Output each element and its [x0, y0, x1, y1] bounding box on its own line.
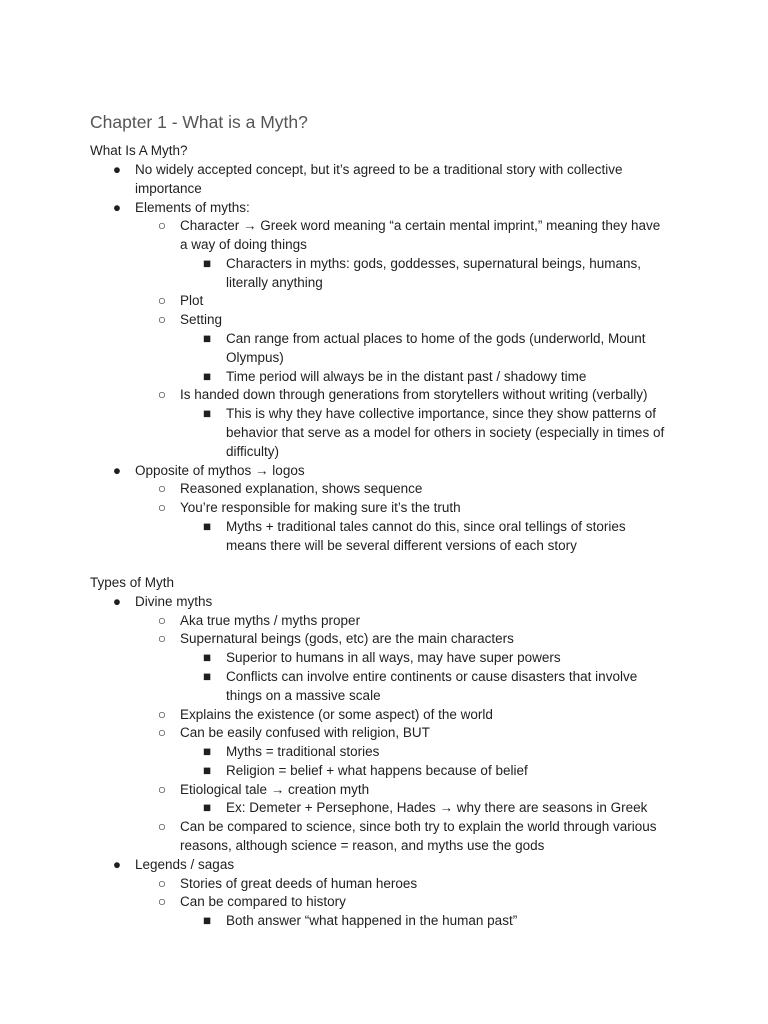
bullet-square: ■	[202, 256, 212, 271]
bullet-circle: ○	[157, 500, 167, 515]
bullet-circle: ○	[157, 631, 167, 646]
list-item-continuation: reasons, although science = reason, and myths use the gods	[180, 838, 545, 853]
list-item: Aka true myths / myths proper	[180, 613, 361, 628]
bullet-disc: ●	[112, 200, 122, 215]
list-item: Is handed down through generations from storytellers without writing (verbally)	[180, 387, 648, 402]
list-item: Religion = belief + what happens because of belief	[226, 763, 528, 778]
list-item: Myths + traditional tales cannot do this, since oral tellings of stories	[226, 519, 626, 534]
bullet-square: ■	[202, 406, 212, 421]
list-item: Opposite of mythos → logos	[135, 463, 305, 478]
list-item-continuation: a way of doing things	[180, 237, 307, 252]
bullet-circle: ○	[157, 481, 167, 496]
list-item: Ex: Demeter + Persephone, Hades → why there are seasons in Greek	[226, 800, 648, 815]
bullet-circle: ○	[157, 312, 167, 327]
bullet-disc: ●	[112, 594, 122, 609]
bullet-circle: ○	[157, 876, 167, 891]
bullet-disc: ●	[112, 162, 122, 177]
list-item-continuation: things on a massive scale	[226, 688, 381, 703]
list-item: Can range from actual places to home of the gods (underworld, Mount	[226, 331, 646, 346]
list-item: Elements of myths:	[135, 200, 250, 215]
bullet-circle: ○	[157, 293, 167, 308]
list-item: Legends / sagas	[135, 857, 235, 872]
list-item: Can be compared to science, since both try to explain the world through various	[180, 819, 657, 834]
list-item: You’re responsible for making sure it’s the truth	[180, 500, 461, 515]
list-item: Divine myths	[135, 594, 213, 609]
bullet-square: ■	[202, 519, 212, 534]
bullet-disc: ●	[112, 463, 122, 478]
list-item: Both answer “what happened in the human past”	[226, 913, 518, 928]
list-item-continuation: literally anything	[226, 275, 323, 290]
list-item: Superior to humans in all ways, may have super powers	[226, 650, 561, 665]
section-heading: What Is A Myth?	[90, 143, 188, 158]
list-item: Supernatural beings (gods, etc) are the main characters	[180, 631, 514, 646]
list-item: Myths = traditional stories	[226, 744, 380, 759]
bullet-square: ■	[202, 650, 212, 665]
bullet-circle: ○	[157, 782, 167, 797]
bullet-circle: ○	[157, 894, 167, 909]
bullet-square: ■	[202, 744, 212, 759]
bullet-circle: ○	[157, 613, 167, 628]
list-item: Conflicts can involve entire continents or cause disasters that involve	[226, 669, 638, 684]
bullet-disc: ●	[112, 857, 122, 872]
page-title: Chapter 1 - What is a Myth?	[90, 112, 308, 132]
list-item: Time period will always be in the distant past / shadowy time	[226, 369, 587, 384]
bullet-circle: ○	[157, 218, 167, 233]
list-item: Can be easily confused with religion, BUT	[180, 725, 430, 740]
list-item: Plot	[180, 293, 204, 308]
bullet-circle: ○	[157, 387, 167, 402]
list-item: Setting	[180, 312, 223, 327]
bullet-square: ■	[202, 669, 212, 684]
list-item: Reasoned explanation, shows sequence	[180, 481, 423, 496]
list-item: No widely accepted concept, but it’s agreed to be a traditional story with collective	[135, 162, 623, 177]
list-item-continuation: means there will be several different versions of each story	[226, 538, 577, 553]
bullet-square: ■	[202, 331, 212, 346]
bullet-circle: ○	[157, 819, 167, 834]
list-item: Characters in myths: gods, goddesses, supernatural beings, humans,	[226, 256, 641, 271]
list-item: Explains the existence (or some aspect) of the world	[180, 707, 493, 722]
list-item-continuation: importance	[135, 181, 202, 196]
list-item: Etiological tale → creation myth	[180, 782, 370, 797]
bullet-square: ■	[202, 800, 212, 815]
section-heading: Types of Myth	[90, 575, 175, 590]
list-item: Stories of great deeds of human heroes	[180, 876, 418, 891]
list-item: Can be compared to history	[180, 894, 346, 909]
list-item: Character → Greek word meaning “a certain mental imprint,” meaning they have	[180, 218, 661, 233]
bullet-square: ■	[202, 369, 212, 384]
bullet-circle: ○	[157, 725, 167, 740]
bullet-square: ■	[202, 763, 212, 778]
bullet-circle: ○	[157, 707, 167, 722]
list-item-continuation: difficulty)	[226, 444, 280, 459]
list-item-continuation: Olympus)	[226, 350, 284, 365]
list-item: This is why they have collective importance, since they show patterns of	[226, 406, 656, 421]
bullet-square: ■	[202, 913, 212, 928]
list-item-continuation: behavior that serve as a model for others in society (especially in times of	[226, 425, 665, 440]
